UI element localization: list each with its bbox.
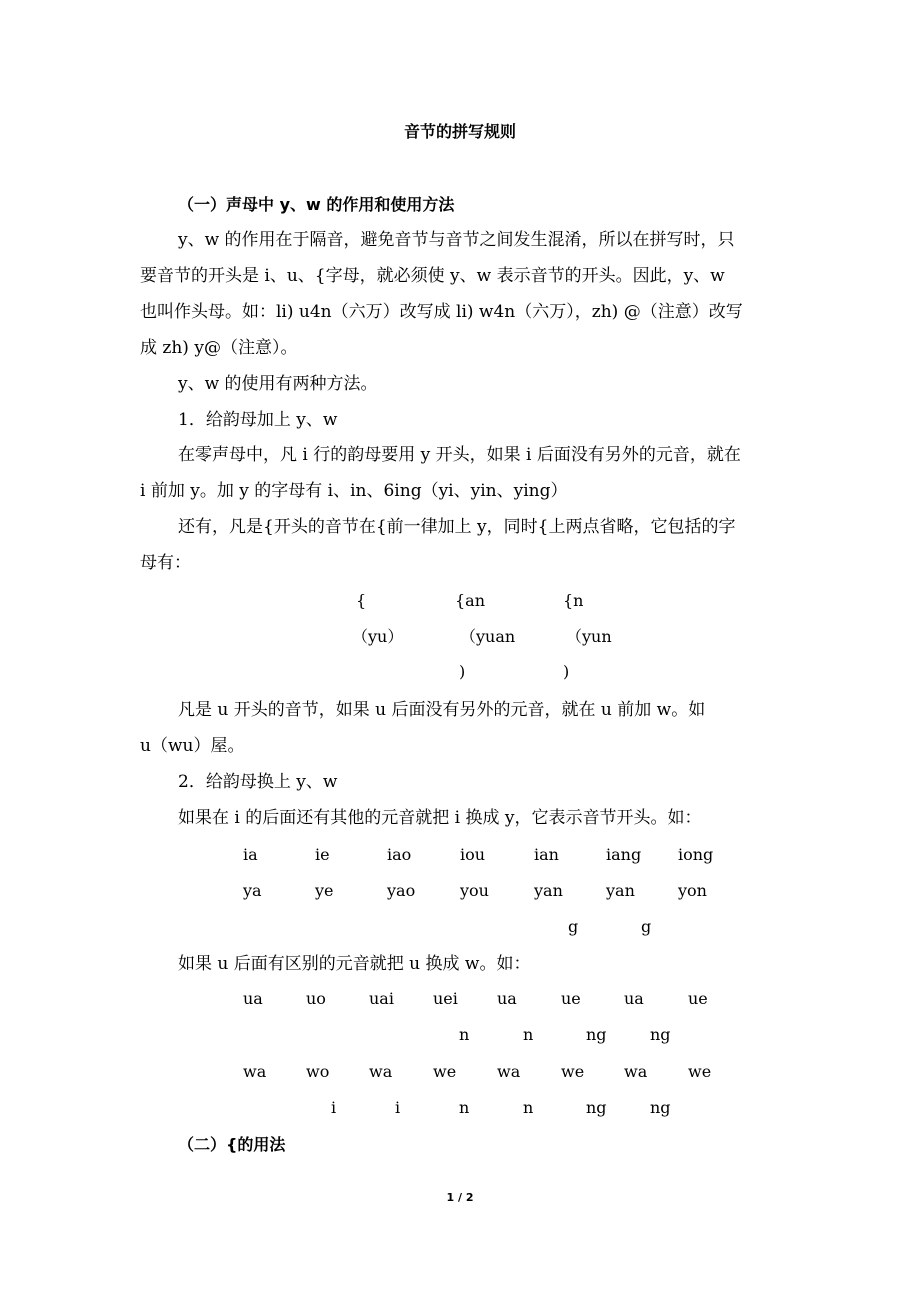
table-cell: ue: [561, 989, 581, 1008]
table-cell: {: [356, 591, 367, 610]
table-cell: ): [459, 662, 466, 681]
table-cell: i: [395, 1098, 401, 1117]
paragraph-line: 如果 u 后面有区别的元音就把 u 换成 w。如：: [178, 954, 531, 974]
paragraph-line: i 前加 y。加 y 的字母有 i、in、6ing（yi、yin、ying）: [140, 481, 568, 501]
paragraph-line: 还有，凡是{开头的音节在{前一律加上 y，同时{上两点省略，它包括的字: [178, 517, 736, 537]
section-2-heading: （二）{的用法: [178, 1135, 286, 1154]
table-cell: iou: [460, 845, 486, 864]
table-cell: yao: [387, 881, 416, 900]
table-cell: uo: [306, 989, 326, 1008]
table-cell: ): [563, 662, 570, 681]
paragraph-line: 母有：: [140, 553, 191, 573]
paragraph-line: 如果在 i 的后面还有其他的元音就把 i 换成 y，它表示音节开头。如：: [178, 808, 702, 828]
table-cell: we: [688, 1062, 712, 1081]
table-cell: wa: [497, 1062, 521, 1081]
table-cell: ua: [243, 989, 263, 1008]
table-cell: （yu）: [352, 627, 404, 646]
table-cell: wa: [369, 1062, 393, 1081]
table-cell: {an: [455, 591, 486, 610]
item-1-title: 1．给韵母加上 y、w: [178, 410, 338, 430]
table-cell: yon: [678, 881, 707, 900]
table-cell: ng: [650, 1025, 671, 1044]
paragraph-line: u（wu）屋。: [140, 736, 245, 756]
table-cell: （yuan: [460, 627, 516, 646]
table-cell: iong: [678, 845, 714, 864]
paragraph-line: 要音节的开头是 i、u、{字母，就必须使 y、w 表示音节的开头。因此，y、w: [140, 266, 725, 286]
table-cell: g: [568, 917, 579, 936]
table-cell: ua: [624, 989, 644, 1008]
table-cell: uai: [369, 989, 394, 1008]
table-cell: you: [460, 881, 489, 900]
paragraph-line: y、w 的作用在于隔音，避免音节与音节之间发生混淆，所以在拼写时，只: [178, 230, 735, 250]
item-2-title: 2．给韵母换上 y、w: [178, 772, 338, 792]
table-cell: ng: [650, 1098, 671, 1117]
table-cell: ng: [586, 1098, 607, 1117]
table-cell: n: [459, 1025, 470, 1044]
paragraph-line: 凡是 u 开头的音节，如果 u 后面没有另外的元音，就在 u 前加 w。如: [178, 700, 706, 720]
table-cell: uei: [433, 989, 458, 1008]
table-cell: wo: [306, 1062, 330, 1081]
paragraph-line: 也叫作头母。如：li) u4n（六万）改写成 li) w4n（六万），zh) @（注意）改写: [140, 302, 743, 322]
table-cell: wa: [243, 1062, 267, 1081]
table-cell: ian: [534, 845, 559, 864]
table-cell: ye: [315, 881, 334, 900]
table-cell: ng: [586, 1025, 607, 1044]
paragraph-line: y、w 的使用有两种方法。: [178, 374, 378, 394]
table-cell: i: [331, 1098, 337, 1117]
table-cell: iao: [387, 845, 412, 864]
table-cell: ue: [688, 989, 708, 1008]
section-1-heading: （一）声母中 y、w 的作用和使用方法: [178, 195, 455, 214]
page-title: 音节的拼写规则: [403, 122, 516, 141]
table-cell: n: [459, 1098, 470, 1117]
table-cell: wa: [624, 1062, 648, 1081]
paragraph-line: 在零声母中，凡 i 行的韵母要用 y 开头，如果 i 后面没有另外的元音，就在: [178, 445, 741, 465]
table-cell: yan: [606, 881, 635, 900]
table-cell: ya: [243, 881, 262, 900]
table-cell: ie: [315, 845, 330, 864]
paragraph-line: 成 zh) y@（注意）。: [140, 338, 298, 358]
table-cell: （yun: [566, 627, 612, 646]
table-cell: ua: [497, 989, 517, 1008]
table-cell: n: [523, 1098, 534, 1117]
page-number: 1 / 2: [446, 1191, 474, 1204]
table-cell: ia: [243, 845, 258, 864]
table-cell: we: [561, 1062, 585, 1081]
table-cell: g: [641, 917, 652, 936]
table-cell: n: [523, 1025, 534, 1044]
table-cell: iang: [606, 845, 642, 864]
table-cell: yan: [534, 881, 563, 900]
table-cell: we: [433, 1062, 457, 1081]
table-cell: {n: [563, 591, 584, 610]
